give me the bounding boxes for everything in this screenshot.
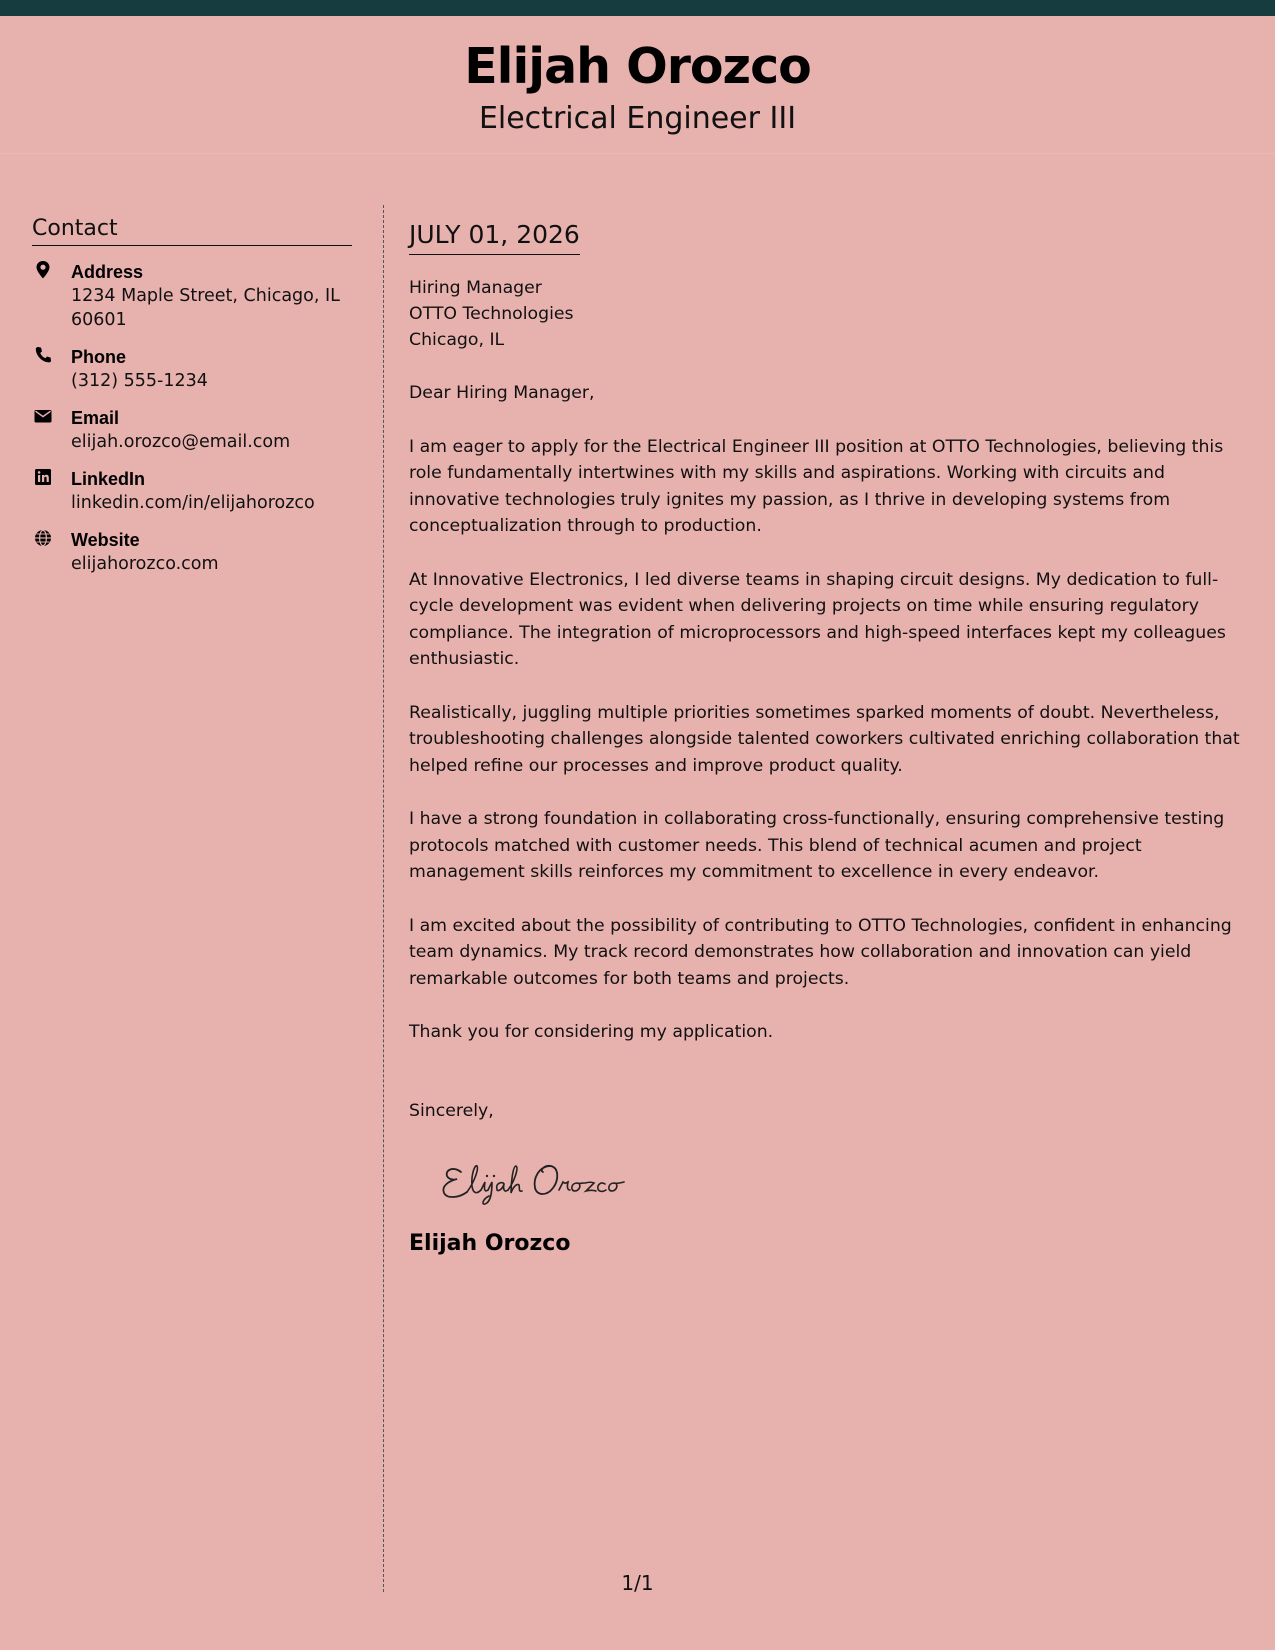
contact-heading: Contact xyxy=(32,218,352,246)
body-paragraph: Thank you for considering my application. xyxy=(409,1022,774,1042)
body-paragraph: I have a strong foundation in collaborating cross-functionally, ensuring comprehensive testing protocols matched with customer needs. This blend of technical acumen and project management skills reinforces my commitment to excellence in every endeavor. xyxy=(409,809,1225,882)
letter-body xyxy=(409,222,1259,1255)
contact-value-website: elijahorozco.com xyxy=(71,554,219,574)
body-paragraph: Realistically, juggling multiple priorities sometimes sparked moments of doubt. Nevertheless, troubleshooting challenges alongside talented coworkers cultivated enriching collaboration that helped refine our processes and improve product quality. xyxy=(409,702,1240,776)
handwritten-signature xyxy=(439,1152,659,1208)
column-divider xyxy=(383,205,384,1592)
contact-label-linkedin: LinkedIn xyxy=(71,469,146,489)
contact-label-phone: Phone xyxy=(71,347,127,367)
signer-name: Elijah Orozco xyxy=(409,1230,571,1256)
recipient-line: Hiring Manager xyxy=(409,278,542,298)
contact-item-website xyxy=(32,528,352,576)
contact-item-phone xyxy=(32,345,352,393)
letter-header xyxy=(0,16,1275,154)
envelope-icon xyxy=(34,406,52,426)
page-number: 1/1 xyxy=(621,1571,654,1595)
body-paragraph: I am eager to apply for the Electrical Engineer III position at OTTO Technologies, believing this role fundamentally intertwines with my skills and aspirations. Working with circuits and innovative technologies truly ignites my passion, as I thrive in developing systems from conceptualization through to production. xyxy=(409,436,1224,536)
recipient-line: OTTO Technologies xyxy=(409,304,574,324)
recipient-block xyxy=(409,275,1259,353)
phone-icon xyxy=(34,345,52,365)
contact-value-address: 1234 Maple Street, Chicago, IL 60601 xyxy=(71,286,340,330)
recipient-line: Chicago, IL xyxy=(409,330,505,350)
contact-value-email: elijah.orozco@email.com xyxy=(71,432,291,452)
contact-value-phone: (312) 555-1234 xyxy=(71,371,208,391)
applicant-name: Elijah Orozco xyxy=(464,38,811,95)
contact-label-address: Address xyxy=(71,262,144,282)
linkedin-icon xyxy=(34,467,52,487)
body-paragraph: I am excited about the possibility of contributing to OTTO Technologies, confident in enhancing team dynamics. My track record demonstrates how collaboration and innovation can yield remarkable outcomes for both teams and projects. xyxy=(409,915,1232,989)
contact-label-website: Website xyxy=(71,530,140,550)
body-paragraph: At Innovative Electronics, I led diverse teams in shaping circuit designs. My dedication to full-cycle development was evident when delivering projects on time while ensuring regulatory compliance. The integration of microprocessors and high-speed interfaces kept my colleagues enthusiastic. xyxy=(409,569,1226,669)
applicant-role: Electrical Engineer III xyxy=(478,101,797,136)
contact-value-linkedin: linkedin.com/in/elijahorozco xyxy=(71,493,315,513)
map-pin-icon xyxy=(34,260,52,280)
salutation: Dear Hiring Manager, xyxy=(409,383,595,403)
globe-icon xyxy=(34,528,52,548)
contact-item-email xyxy=(32,406,352,454)
contact-label-email: Email xyxy=(71,408,120,428)
contact-item-address xyxy=(32,260,352,332)
top-accent-bar xyxy=(0,0,1275,16)
contact-item-linkedin xyxy=(32,467,352,515)
letter-date: JULY 01, 2026 xyxy=(409,222,580,255)
closing: Sincerely, xyxy=(409,1100,494,1121)
contact-sidebar xyxy=(32,218,352,589)
